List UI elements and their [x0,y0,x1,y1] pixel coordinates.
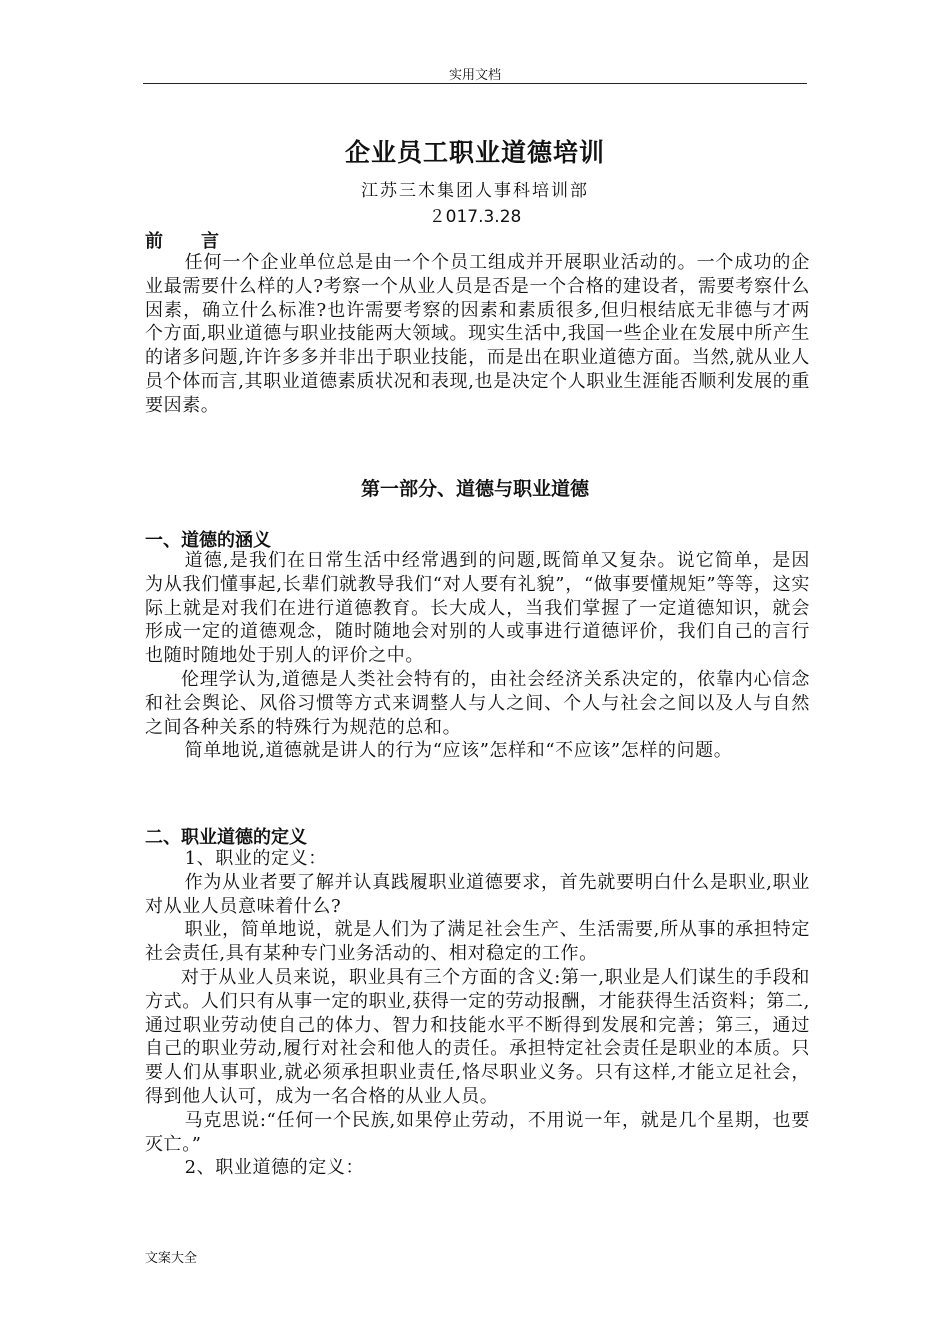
section2-paragraph-3: 对于从业人员来说，职业具有三个方面的含义:第一,职业是人们谋生的手段和方式。人们只有从事一定的职业,获得一定的劳动报酬，才能获得生活资料；第二,通过职业劳动使自己的体力、智力和技能水平不断得到发展和完善；第三，通过自己的职业劳动,履行对社会和他人的责任。承担特定社会责任是职业的本质。只要人们从事职业,就必须承担职业责任,恪尽职业义务。只有这样,才能立足社会，得到他人认可，成为一名合格的从业人员。 [145,966,810,1107]
section2-paragraph-4: 马克思说:“任何一个民族,如果停止劳动，不用说一年，就是几个星期，也要灭亡。” [145,1109,810,1155]
document-title: 企业员工职业道德培训 [344,138,605,167]
section2-subheading-1: 1、职业的定义： [184,848,327,869]
foreword-paragraph: 任何一个企业单位总是由一个个员工组成并开展职业活动的。一个成功的企业最需要什么样的人?考察一个从业人员是否是一个合格的建设者，需要考察什么因素，确立什么标准?也许需要考察的因素和素质很多,但归根结底无非德与才两个方面,职业道德与职业技能两大领域。现实生活中,我国一些企业在发展中所产生的诸多问题,许许多多并非出于职业技能，而是出在职业道德方面。当然,就从业人员个体而言,其职业道德素质状况和表现,也是决定个人职业生涯能否顺利发展的重要因素。 [145,252,810,416]
section1-heading: 一、道德的涵义 [145,530,271,551]
section2-heading: 二、职业道德的定义 [145,827,307,848]
section1-paragraph-3: 简单地说,道德就是讲人的行为“应该”怎样和“不应该”怎样的问题。 [184,740,733,762]
part1-title: 第一部分、道德与职业道德 [360,478,589,500]
page-footer-label: 文案大全 [145,1251,198,1266]
section2-body [145,847,810,1180]
document-date: ２017.3.28 [428,207,522,227]
section1-paragraph-2: 伦理学认为,道德是人类社会特有的，由社会经济关系决定的，依靠内心信念和社会舆论、风俗习惯等方式来调整人与人之间、个人与社会之间以及人与自然之间各种关系的特殊行为规范的总和。 [145,668,810,738]
section2-subheading-2: 2、职业道德的定义： [184,1157,365,1179]
section1-body [145,549,810,763]
section1-paragraph-1: 道德,是我们在日常生活中经常遇到的问题,既简单又复杂。说它简单，是因为从我们懂事起,长辈们就教导我们“对人要有礼貌”，“做事要懂规矩”等等，这实际上就是对我们在进行道德教育。长大成人，当我们掌握了一定道德知识，就会形成一定的道德观念，随时随地会对别的人或事进行道德评价，我们自己的言行也随时随地处于别人的评价之中。 [145,550,810,667]
foreword-body [145,251,810,418]
page-header-label: 实用文档 [448,68,501,83]
document-organization: 江苏三木集团人事科培训部 [361,181,589,201]
section2-paragraph-2: 职业，简单地说，就是人们为了满足社会生产、生活需要,所从事的承担特定社会责任,具有某种专门业务活动的、相对稳定的工作。 [145,919,810,965]
foreword-heading: 前言 [145,231,257,252]
section2-paragraph-1: 作为从业者要了解并认真践履职业道德要求，首先就要明白什么是职业,职业对从业人员意味着什么? [145,871,810,917]
header-divider [143,83,807,84]
